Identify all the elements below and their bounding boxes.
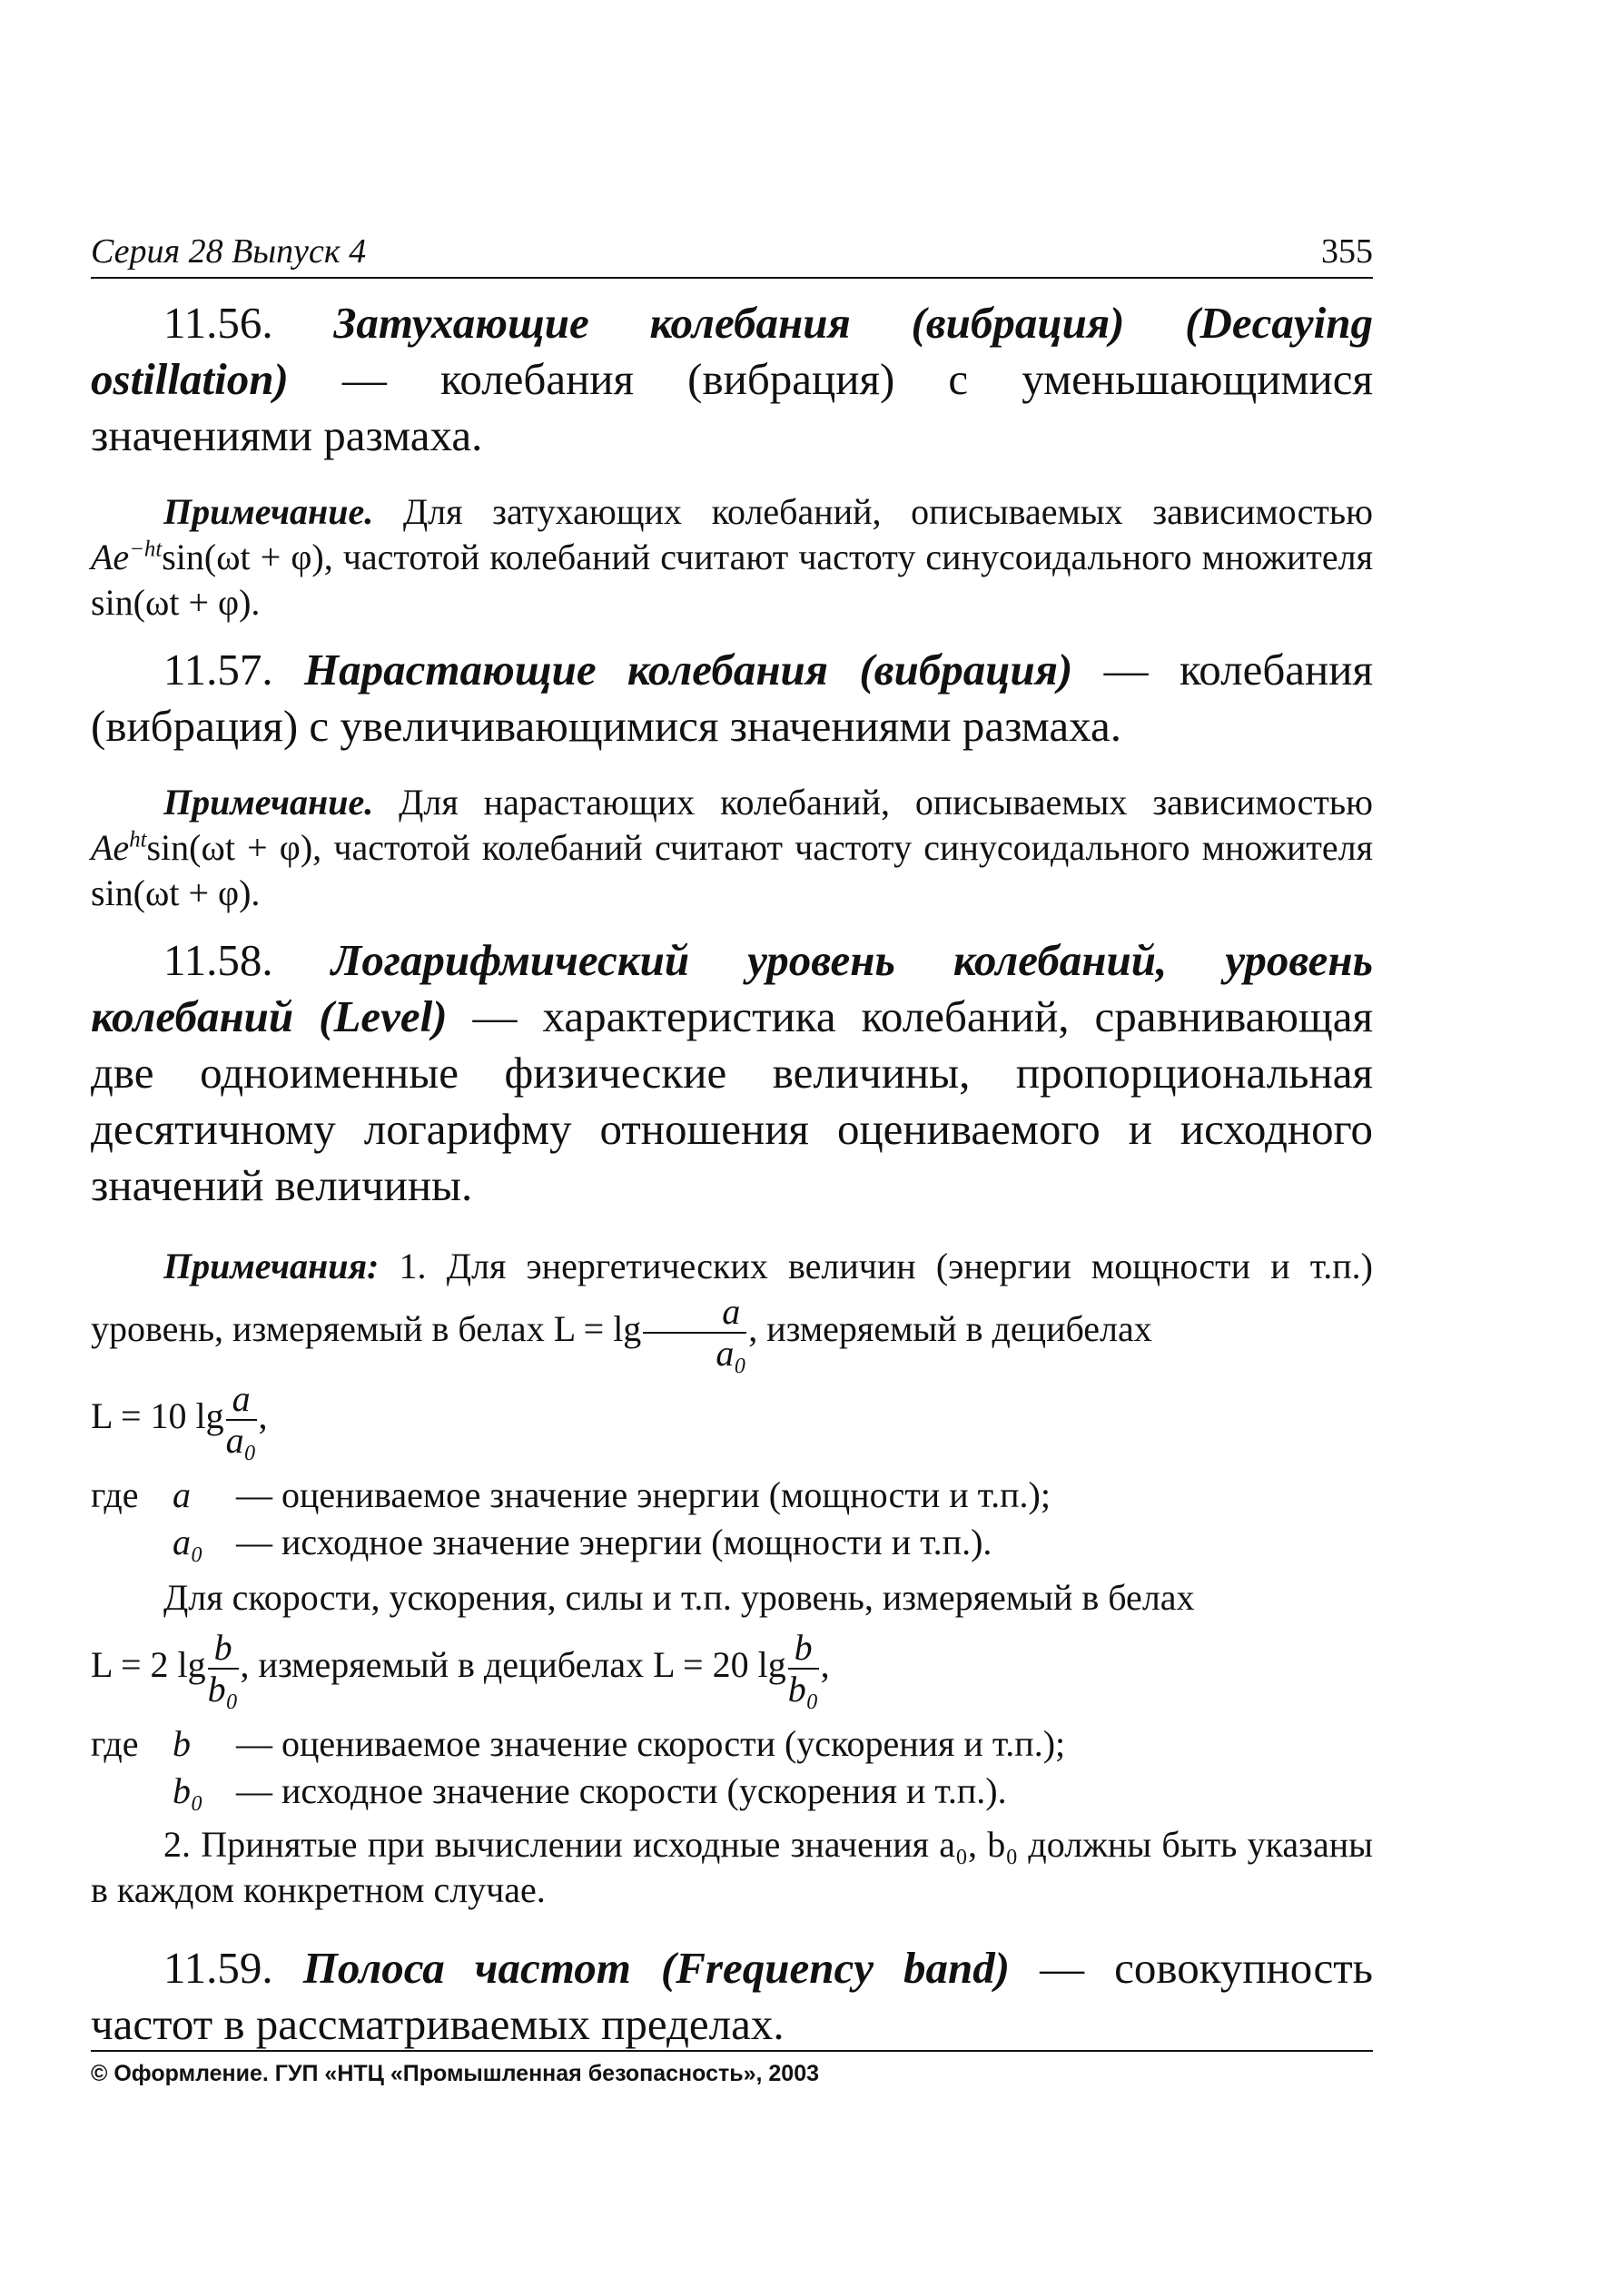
- note-11-57: [91, 780, 1373, 916]
- note-text-tail: sin(ωt + φ), частотой колебаний считают частоту синусоидального множителя sin(ωt + φ).: [91, 537, 1373, 623]
- page-footer: [91, 2050, 1373, 2088]
- term-11-57: [91, 642, 1373, 754]
- fraction-denominator: b₀: [207, 1669, 239, 1710]
- formula-decibel-energy: [91, 1378, 1373, 1461]
- page-number: 355: [1321, 232, 1373, 271]
- term-definition: — характеристика колебаний, сравнивающая две одноименные физические величины, пропорциональная десятичному логарифму отношения оцениваемого и исходного значений величины.: [91, 991, 1373, 1210]
- term-number: 11.56.: [163, 298, 273, 348]
- term-definition: — совокупность частот в рассматриваемых пределах.: [91, 1943, 1373, 2049]
- notes-11-58: [91, 1239, 1373, 1913]
- formula-tail: ,: [258, 1395, 268, 1437]
- term-11-56: [91, 295, 1373, 464]
- fraction-denominator: a₀: [716, 1333, 747, 1374]
- fraction-denominator: b₀: [787, 1669, 819, 1710]
- where-symbol: b₀: [173, 1770, 203, 1811]
- note-label: Примечание.: [163, 782, 374, 823]
- where-row: [91, 1720, 1373, 1768]
- formula-tail: ,: [820, 1644, 830, 1686]
- fraction-numerator: a: [643, 1294, 746, 1334]
- term-definition: — колебания (вибрация) с увеличивающимися значениями размаха.: [91, 645, 1374, 751]
- where-list-velocity: [91, 1720, 1373, 1815]
- where-word: где: [91, 1723, 139, 1764]
- term-name: Логарифмический уровень колебаний, уровень колебаний (Level): [91, 935, 1373, 1041]
- where-row: [91, 1519, 1373, 1566]
- note-text: Для затухающих колебаний, описываемых зависимостью: [373, 491, 1373, 532]
- formula-bel-lhs: L = lg: [553, 1308, 642, 1350]
- where-row: [91, 1472, 1373, 1519]
- term-number: 11.57.: [163, 645, 273, 695]
- formula-exponent: ht: [129, 827, 147, 852]
- note-label: Примечание.: [163, 491, 374, 532]
- note-11-56: [91, 489, 1373, 626]
- term-11-58: [91, 932, 1373, 1214]
- note-11-58-item-1: [91, 1239, 1373, 1372]
- note-text-tail: sin(ωt + φ), частотой колебаний считают частоту синусоидального множителя sin(ωt + φ).: [91, 827, 1373, 913]
- fraction-a-over-a0: [643, 1291, 747, 1374]
- fraction-numerator: b: [208, 1630, 239, 1670]
- where-description: — оцениваемое значение энергии (мощности и т.п.);: [236, 1474, 1051, 1515]
- term-number: 11.58.: [163, 935, 273, 985]
- term-11-59: [91, 1940, 1373, 2053]
- where-list-energy: [91, 1472, 1373, 1566]
- note-text: , измеряемый в децибелах: [748, 1308, 1152, 1350]
- formula-velocity: [91, 1627, 1373, 1710]
- note-text: , измеряемый в децибелах: [240, 1644, 654, 1686]
- term-number: 11.59.: [163, 1943, 273, 1993]
- note-11-58-velocity: [91, 1575, 1373, 1621]
- where-description: — исходное значение скорости (ускорения и т.п.).: [236, 1770, 1007, 1811]
- running-header: [91, 232, 1373, 279]
- where-word: где: [91, 1474, 139, 1515]
- formula-amplitude: Ae: [91, 537, 130, 577]
- fraction-denominator: a₀: [225, 1420, 257, 1461]
- page-content: [91, 232, 1373, 2053]
- fraction-numerator: b: [788, 1630, 819, 1670]
- formula-exponent: −ht: [129, 537, 163, 562]
- note-11-58-item-2: [91, 1822, 1373, 1913]
- term-name: Затухающие колебания (вибрация) (Decaying ostillation): [91, 298, 1373, 404]
- formula-lhs: L = 10 lg: [91, 1395, 224, 1437]
- where-symbol: b: [173, 1723, 191, 1764]
- term-definition: — колебания (вибрация) с уменьшающимися значениями размаха.: [91, 354, 1373, 460]
- where-description: — исходное значение энергии (мощности и т.п.).: [236, 1522, 992, 1562]
- fraction-b-over-b0: [207, 1627, 239, 1710]
- where-description: — оцениваемое значение скорости (ускорения и т.п.);: [236, 1723, 1066, 1764]
- where-row: [91, 1768, 1373, 1815]
- where-symbol: a: [173, 1474, 191, 1515]
- fraction-b-over-b0: [787, 1627, 819, 1710]
- formula-bel-lhs: L = 2 lg: [91, 1644, 206, 1686]
- where-symbol: a₀: [173, 1522, 203, 1562]
- note-label: Примечания:: [163, 1246, 380, 1286]
- note-text: Для скорости, ускорения, силы и т.п. уровень, измеряемый в белах: [163, 1577, 1195, 1618]
- note-text: 1. Для энергетических величин (энергии мощности и т.п.) уровень, измеряемый в белах: [91, 1246, 1373, 1350]
- where-word: [91, 1768, 173, 1815]
- note-text: 2. Принятые при вычислении исходные значения a₀, b₀ должны быть указаны в каждом конкретном случае.: [91, 1824, 1373, 1910]
- fraction-a-over-a0: [225, 1378, 257, 1461]
- note-text: Для нарастающих колебаний, описываемых зависимостью: [373, 782, 1373, 823]
- copyright-text: © Оформление. ГУП «НТЦ «Промышленная безопасность», 2003: [91, 2061, 820, 2086]
- fraction-numerator: a: [226, 1381, 257, 1421]
- formula-decibel-lhs: L = 20 lg: [653, 1644, 786, 1686]
- term-name: Полоса частот (Frequency band): [302, 1943, 1011, 1993]
- formula-amplitude: Ae: [91, 827, 130, 868]
- where-word: [91, 1519, 173, 1566]
- series-title: Серия 28 Выпуск 4: [91, 232, 367, 271]
- term-name: Нарастающие колебания (вибрация): [304, 645, 1073, 695]
